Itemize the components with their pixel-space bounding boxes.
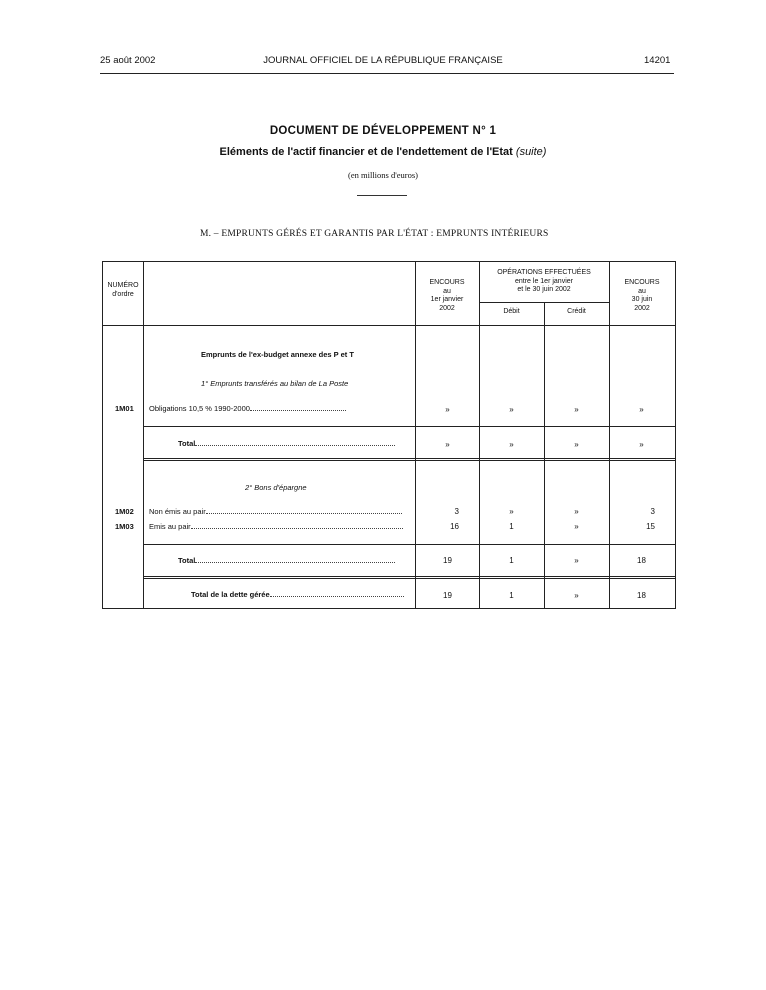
group-title: Emprunts de l'ex-budget annexe des P et T <box>201 350 354 359</box>
header-rule <box>100 73 674 74</box>
grand-total-debit: 1 <box>509 591 514 600</box>
grand-total-encours-fin: 18 <box>637 591 646 600</box>
col-header-line: OPÉRATIONS EFFECTUÉES <box>497 269 591 276</box>
col-header-line: NUMÉRO <box>107 282 139 289</box>
col-header-line: d'ordre <box>112 290 134 298</box>
leader-dots <box>270 590 404 597</box>
subtotal-credit: » <box>574 440 579 449</box>
subtotal-encours-fin: » <box>639 440 644 449</box>
row-label-text: Obligations 10,5 % 1990-2000 <box>149 404 250 413</box>
subtitle-text: Eléments de l'actif financier et de l'endettement de l'Etat <box>219 146 513 158</box>
cell-encours-debut: 3 <box>454 507 459 516</box>
col-header-debit: Débit <box>503 308 520 315</box>
header-journal-title: JOURNAL OFFICIEL DE LA RÉPUBLIQUE FRANÇAISE <box>263 55 503 66</box>
leader-dots <box>195 556 395 563</box>
row-code: 1M01 <box>115 404 134 413</box>
col-header-encours-debut <box>415 279 479 313</box>
cell-encours-fin: 15 <box>646 522 655 531</box>
col-header-line: 2002 <box>634 304 650 312</box>
col-header-operations <box>479 269 609 295</box>
subgroup-2-title: 2° Bons d'épargne <box>245 483 307 492</box>
leader-dots <box>250 404 346 411</box>
col-header-line: et le 30 juin 2002 <box>517 286 571 293</box>
units-note: (en millions d'euros) <box>348 170 418 180</box>
document-title: DOCUMENT DE DÉVELOPPEMENT N° 1 <box>269 125 497 137</box>
col-divider <box>143 262 144 608</box>
col-header-line: ENCOURS <box>429 279 465 286</box>
cell-debit: 1 <box>509 522 514 531</box>
operations-divider <box>479 302 609 303</box>
header-bottom-rule <box>103 325 675 326</box>
cell-credit: » <box>574 507 579 516</box>
cell-credit: » <box>574 522 579 531</box>
section-title: M. – EMPRUNTS GÉRÉS ET GARANTIS PAR L'ÉTAT : EMPRUNTS INTÉRIEURS <box>200 229 549 239</box>
cell-credit: » <box>574 405 579 414</box>
header-page-number: 14201 <box>644 55 671 66</box>
row-label-text: Non émis au pair <box>149 507 206 516</box>
row-label <box>149 404 346 413</box>
subtotal-rule-top <box>143 426 675 427</box>
row-label-text: Emis au pair <box>149 522 191 531</box>
col-header-credit: Crédit <box>567 308 586 315</box>
subtotal-2-label <box>178 556 395 565</box>
col-header-encours-fin <box>609 279 675 313</box>
document-subtitle <box>0 146 766 158</box>
row-label <box>149 507 402 516</box>
leader-dots <box>195 439 395 446</box>
subtotal-label-text: Total <box>178 439 196 448</box>
col-header-line: 30 juin <box>631 296 653 303</box>
row-code: 1M02 <box>115 507 134 516</box>
col-header-line: au <box>638 287 646 295</box>
subtotal-encours-debut: » <box>445 440 450 449</box>
col-header-line: au <box>443 287 451 295</box>
subtotal-label-text: Total <box>178 556 196 565</box>
subtotal-encours-fin: 18 <box>637 556 646 565</box>
col-header-line: 2002 <box>439 304 455 312</box>
row-code: 1M03 <box>115 522 134 531</box>
col-header-line: 1er janvier <box>430 296 464 303</box>
col-header-numero <box>103 282 143 299</box>
row-label <box>149 522 403 531</box>
subtotal-rule-bottom <box>143 576 675 579</box>
grand-total-credit: » <box>574 591 579 600</box>
grand-total-encours-debut: 19 <box>443 591 452 600</box>
leader-dots <box>191 522 403 529</box>
subtotal-debit: 1 <box>509 556 514 565</box>
subtotal-encours-debut: 19 <box>443 556 452 565</box>
decorative-rule <box>357 195 407 196</box>
col-header-line: entre le 1er janvier <box>515 277 573 285</box>
debt-table <box>102 261 676 609</box>
col-header-line: ENCOURS <box>624 279 660 286</box>
subtotal-debit: » <box>509 440 514 449</box>
cell-encours-debut: 16 <box>450 522 459 531</box>
subgroup-1-title: 1° Emprunts transférés au bilan de La Poste <box>201 379 349 388</box>
cell-encours-fin: » <box>639 405 644 414</box>
subtotal-1-label <box>178 439 395 448</box>
subtotal-credit: » <box>574 556 579 565</box>
subtotal-rule-bottom <box>143 458 675 461</box>
grand-total-label <box>191 590 404 599</box>
subtotal-rule-top <box>143 544 675 545</box>
cell-encours-debut: » <box>445 405 450 414</box>
subtitle-suffix: (suite) <box>515 146 547 158</box>
header-date: 25 août 2002 <box>100 55 156 66</box>
leader-dots <box>206 507 402 514</box>
cell-debit: » <box>509 405 514 414</box>
cell-encours-fin: 3 <box>650 507 655 516</box>
grand-total-label-text: Total de la dette gérée <box>191 590 270 599</box>
cell-debit: » <box>509 507 514 516</box>
